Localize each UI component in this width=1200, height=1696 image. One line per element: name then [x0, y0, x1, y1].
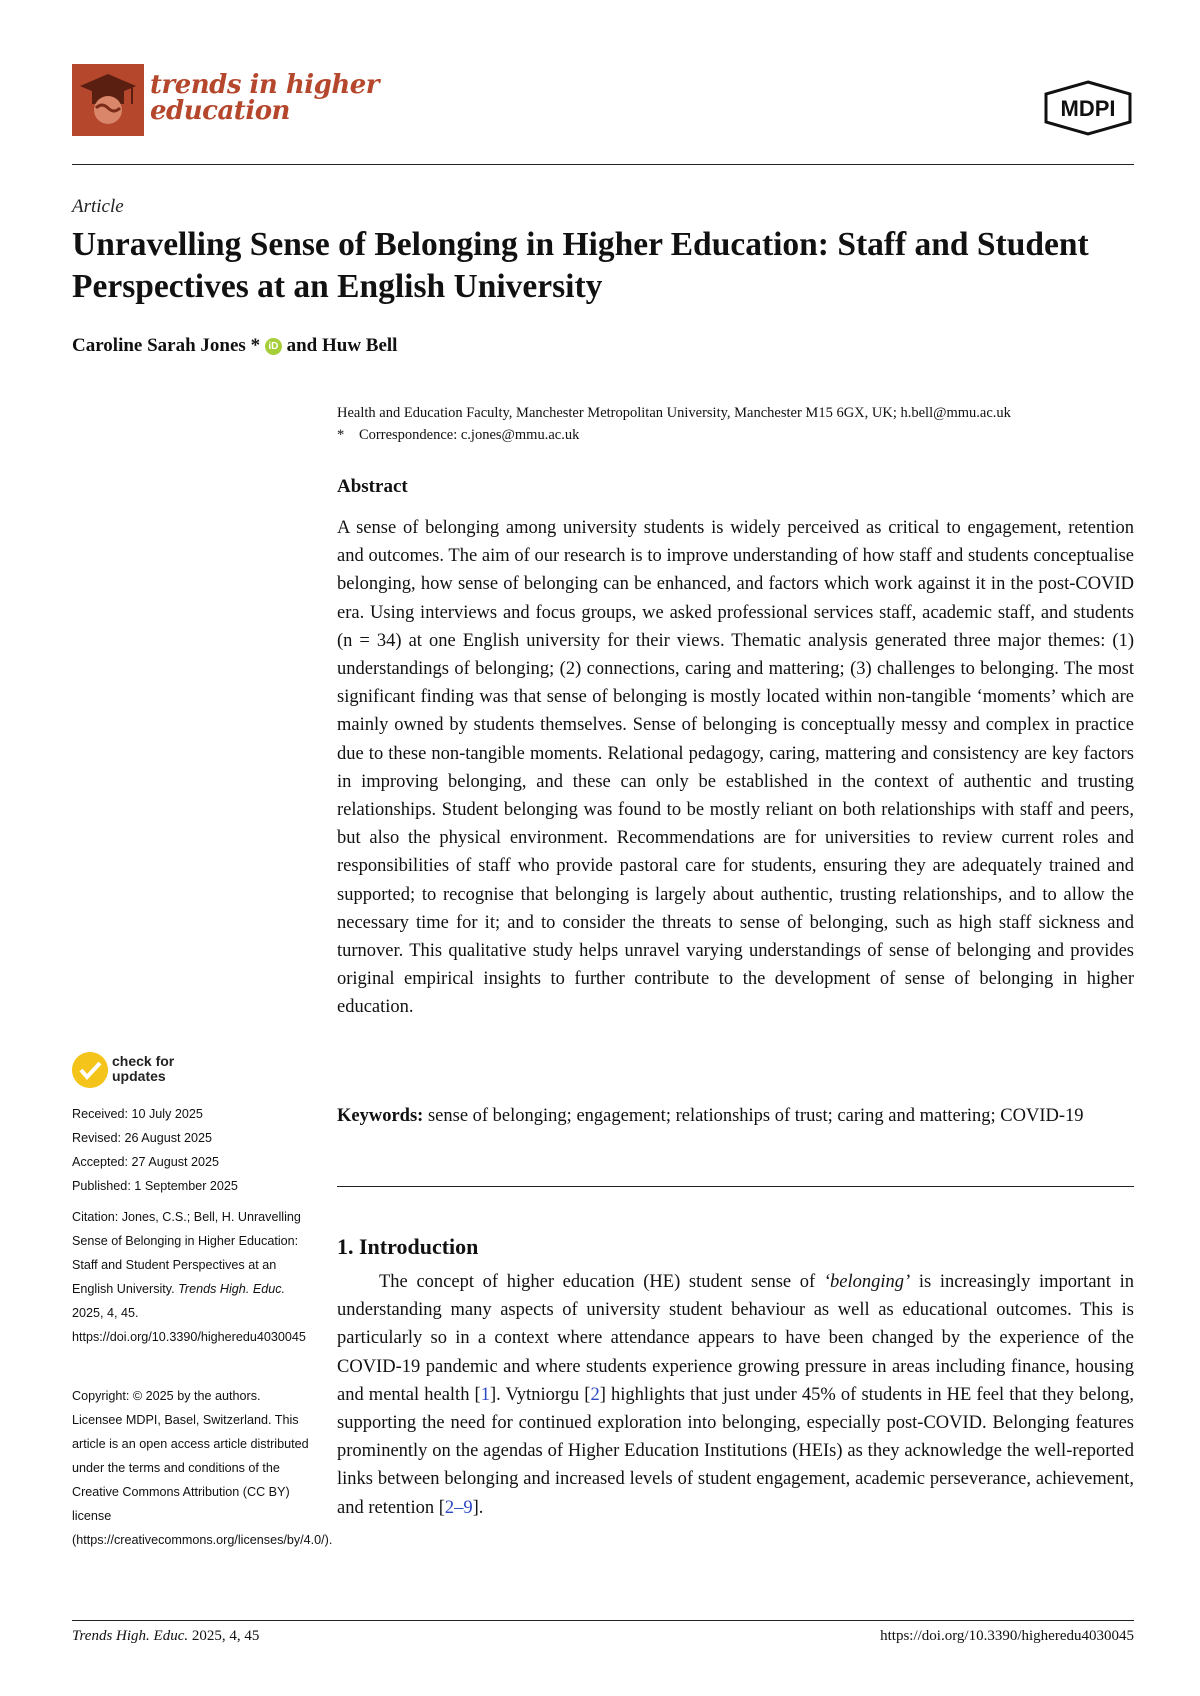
accepted-date: Accepted: 27 August 2025 — [72, 1155, 220, 1169]
citation-link-2-9[interactable]: 2–9 — [444, 1497, 473, 1518]
footer-doi-link[interactable]: https://doi.org/10.3390/higheredu4030045 — [880, 1628, 1134, 1644]
introduction-paragraph: The concept of higher education (HE) student sense of ‘belonging’ is increasingly important in understanding many aspects of university student behaviour as well as educational outcomes. This is particularly so in a context where attendance appears to have been changed by the experience of the COVID-19 pandemic and where students experience growing pressure in areas including finance, housing and mental health [1]. Vytniorgu [2] highlights that just under 45% of students in HE feel that they belong, supporting the need for continued exploration into belonging, especially post-COVID. Belonging features prominently on the agendas of Higher Education Institutions (HEIs) as they acknowledge the well-reported links between belonging and increased levels of student engagement, academic perseverance, achievement, and retention [2–9]. — [337, 1272, 1134, 1518]
article-title: Unravelling Sense of Belonging in Higher Education: Staff and Student Perspectives at an English University — [72, 226, 1089, 305]
affiliation: Health and Education Faculty, Manchester Metropolitan University, Manchester M15 6GX, UK; h.bell@mmu.ac.uk — [337, 405, 1011, 421]
svg-text:MDPI: MDPI — [1060, 96, 1116, 121]
citation-link-1[interactable]: 1 — [480, 1384, 490, 1405]
citation-block: Citation: Jones, C.S.; Bell, H. Unravelling Sense of Belonging in Higher Education: Staff and Student Perspectives at an English University. Trends High. Educ. 2025, 4, 45. https://doi.org/10.3390/higheredu4030045 — [72, 1210, 306, 1344]
abstract-heading: Abstract — [337, 476, 408, 497]
author-list — [72, 335, 397, 357]
abstract-text: A sense of belonging among university students is widely perceived as critical to engagement, retention and outcomes. The aim of our research is to improve understanding of how staff and students conceptualise belonging, how sense of belonging can be enhanced, and factors which work against it in the post-COVID era. Using interviews and focus groups, we asked professional services staff, academic staff, and students (n = 34) at one English university for their views. Thematic analysis generated three major themes: (1) understandings of belonging; (2) connections, caring and mattering; (3) challenges to belonging. The most significant finding was that sense of belonging is mostly located within non-tangible ‘moments’ which are mainly owned by students themselves. Sense of belonging is conceptually messy and complex in practice due to these non-tangible moments. Relational pedagogy, caring, mattering and consistency are key factors in improving belonging, and these can only be established in the context of authentic and trusting relationships. Student belonging was found to be mostly reliant on both relationships with staff and peers, but also the physical environment. Recommendations are for universities to review current roles and responsibilities of staff who provide pastoral care for students, ensuring they are adequately trained and supported; to recognise that belonging is largely about authentic, trusting relationships, and to allow the necessary time for it; and to consider the threats to sense of belonging, such as high staff sickness and turnover. This qualitative study helps unravel varying understandings of sense of belonging and provides original empirical insights to further contribute to the development of sense of belonging in higher education. — [337, 518, 1134, 1018]
author-bell[interactable]: and Huw Bell — [286, 335, 398, 356]
section-divider — [337, 1186, 1134, 1187]
revised-date: Revised: 26 August 2025 — [72, 1131, 213, 1145]
mdpi-logo-icon — [1042, 80, 1134, 136]
author-mark: * — [250, 335, 261, 356]
published-date: Published: 1 September 2025 — [72, 1179, 238, 1193]
header-divider — [72, 164, 1134, 165]
received-date: Received: 10 July 2025 — [72, 1107, 203, 1121]
correspondence: * Correspondence: c.jones@mmu.ac.uk — [337, 427, 580, 443]
checkmark-icon — [72, 1052, 108, 1088]
citation-link-2[interactable]: 2 — [590, 1384, 600, 1405]
journal-logo-icon — [72, 64, 144, 136]
publication-dates — [72, 1102, 312, 1198]
check-for-updates-label: check for updates — [112, 1053, 175, 1084]
check-for-updates-button[interactable] — [72, 1052, 192, 1092]
page-header — [72, 64, 1134, 164]
article-type: Article — [72, 196, 124, 217]
footer-divider — [72, 1620, 1134, 1621]
copyright-block: Copyright: © 2025 by the authors. Licensee MDPI, Basel, Switzerland. This article is an open access article distributed under the terms and conditions of the Creative Commons Attribution (CC BY) license (https://creativecommons.org/licenses/by/4.0/). — [72, 1389, 333, 1547]
affiliation-block — [337, 402, 1137, 446]
orcid-icon[interactable]: iD — [265, 338, 282, 355]
keywords: Keywords: sense of belonging; engagement; relationships of trust; caring and mattering; COVID-19 — [337, 1106, 1084, 1126]
introduction-heading: 1. Introduction — [337, 1234, 479, 1259]
author-jones[interactable]: Caroline Sarah Jones — [72, 335, 246, 356]
footer-journal: Trends High. Educ. 2025, 4, 45 — [72, 1628, 260, 1644]
journal-name: trends in higher education — [150, 70, 379, 126]
